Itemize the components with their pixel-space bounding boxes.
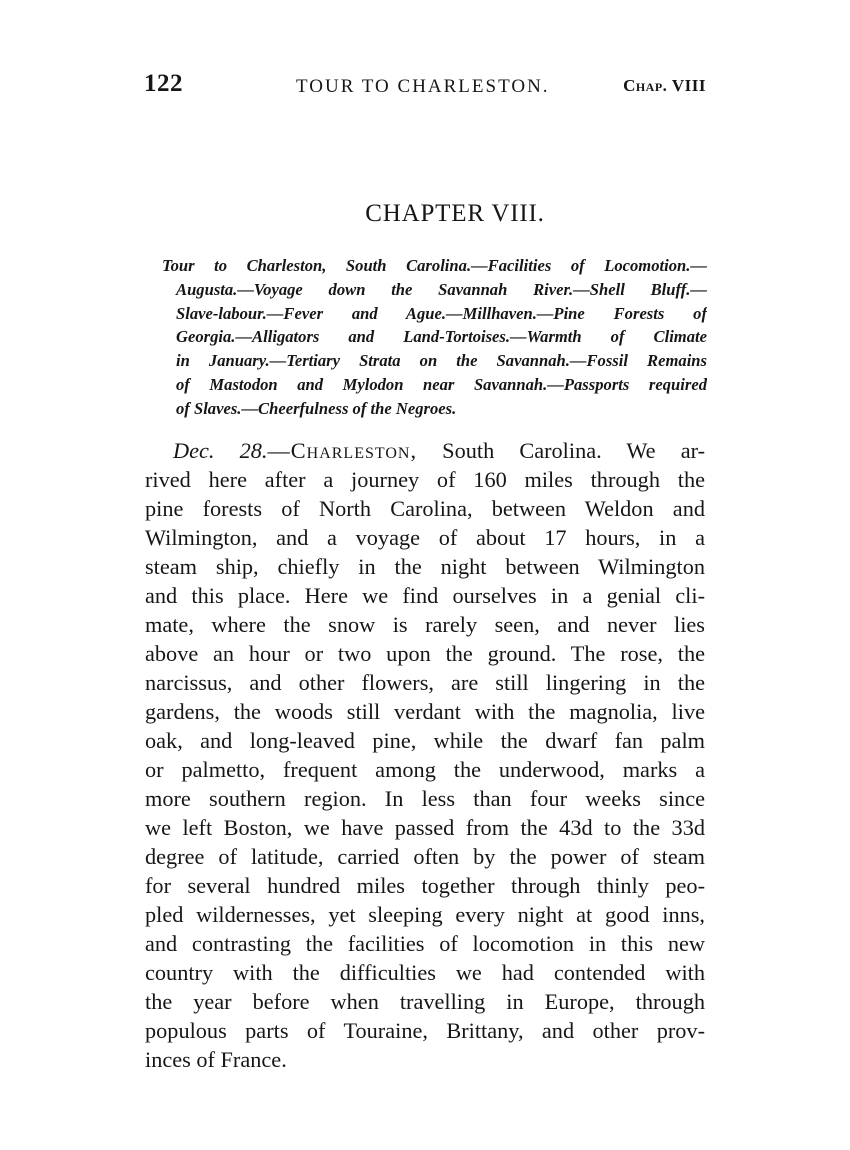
paragraph-line: for several hundred miles together through thinly peo- (145, 873, 705, 898)
paragraph-line: gardens, the woods still verdant with the magnolia, live (145, 699, 705, 724)
chapter-heading: CHAPTER VIII. (365, 200, 545, 227)
synopsis-line: Slave-labour.—Fever and Ague.—Millhaven.—Pine Forests of (176, 303, 707, 323)
synopsis-line: Augusta.—Voyage down the Savannah River.—Shell Bluff.— (176, 279, 707, 299)
entry-place: —Charleston, (267, 438, 418, 463)
paragraph-line: narcissus, and other flowers, are still lingering in the (145, 670, 705, 695)
paragraph-line: inces of France. (145, 1047, 287, 1072)
entry-date: Dec. 28. (173, 438, 268, 463)
paragraph-line: the year before when travelling in Europe, through (145, 989, 705, 1014)
page-number: 122 (144, 70, 183, 97)
paragraph-line: we left Boston, we have passed from the 43d to the 33d (145, 815, 705, 840)
paragraph-line: steam ship, chiefly in the night between Wilmington (145, 554, 705, 579)
paragraph-line: degree of latitude, carried often by the power of steam (145, 844, 705, 869)
synopsis-line: of Slaves.—Cheerfulness of the Negroes. (176, 398, 457, 418)
chapter-reference: Chap. VIII (623, 76, 706, 95)
paragraph-line: mate, where the snow is rarely seen, and never lies (145, 612, 705, 637)
paragraph-line: pine forests of North Carolina, between Weldon and (145, 496, 705, 521)
synopsis-line: Tour to Charleston, South Carolina.—Facilities of Locomotion.— (162, 256, 707, 275)
running-header (144, 70, 706, 110)
synopsis-line: of Mastodon and Mylodon near Savannah.—Passports required (176, 374, 707, 394)
synopsis-line: Georgia.—Alligators and Land-Tortoises.—Warmth of Climate (176, 327, 707, 347)
paragraph-line: more southern region. In less than four weeks since (145, 786, 705, 811)
paragraph-line: and this place. Here we find ourselves in a genial cli- (145, 583, 705, 608)
paragraph-line: populous parts of Touraine, Brittany, and other prov- (145, 1018, 705, 1043)
paragraph-line: or palmetto, frequent among the underwood, marks a (145, 757, 705, 782)
running-title: TOUR TO CHARLESTON. (296, 76, 550, 97)
paragraph-first-line (145, 436, 705, 465)
paragraph-line: rived here after a journey of 160 miles through the (145, 467, 705, 492)
paragraph-line: and contrasting the facilities of locomotion in this new (145, 931, 705, 956)
synopsis-line: in January.—Tertiary Strata on the Savannah.—Fossil Remains (176, 351, 707, 371)
paragraph-line: oak, and long-leaved pine, while the dwarf fan palm (145, 728, 705, 753)
paragraph-line: Wilmington, and a voyage of about 17 hours, in a (145, 525, 705, 550)
body-paragraph (145, 436, 705, 1074)
chapter-synopsis (162, 254, 707, 421)
paragraph-line: country with the difficulties we had contended with (145, 960, 705, 985)
paragraph-line: above an hour or two upon the ground. The rose, the (145, 641, 705, 666)
first-line-text: South Carolina. We ar- (442, 438, 705, 463)
paragraph-line: pled wildernesses, yet sleeping every night at good inns, (145, 902, 705, 927)
